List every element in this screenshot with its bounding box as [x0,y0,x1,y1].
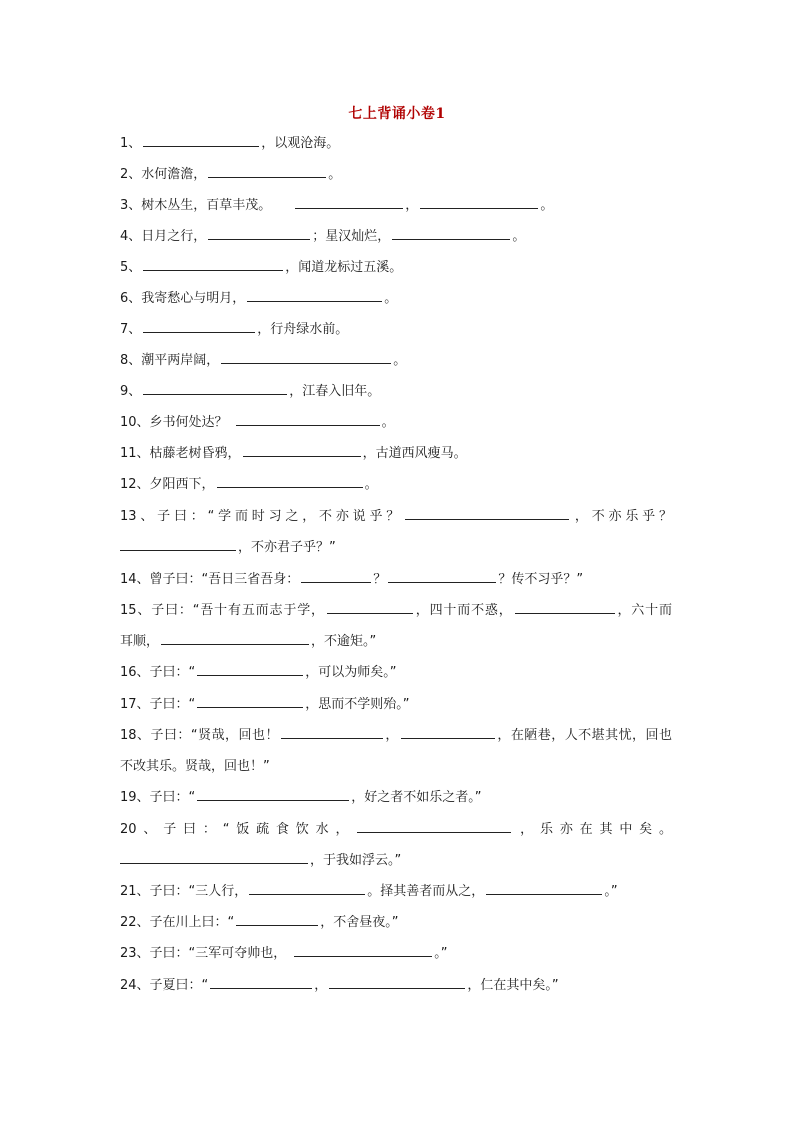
answer-blank[interactable] [236,414,380,426]
question-16: 16、子曰：“ ，可以为师矣。” [120,665,397,680]
question-4: 4、日月之行， ；星汉灿烂， 。 [120,229,526,244]
question-number: 18、 [120,728,151,743]
question-14: 14、曾子曰：“吾日三省吾身： ？ ？传不习乎？” [120,572,584,587]
question-13: 13、子曰：“学而时习之，不亦说乎？ ，不亦乐乎？ [120,509,672,524]
question-number: 12、 [120,477,150,492]
answer-blank[interactable] [197,696,303,708]
question-20-continued: ，于我如浮云。” [120,851,401,871]
answer-blank[interactable] [405,508,569,520]
answer-blank[interactable] [197,789,349,801]
question-number: 5、 [120,260,142,275]
question-number: 9、 [120,384,142,399]
question-number: 8、 [120,353,142,368]
answer-blank[interactable] [295,197,403,209]
answer-blank[interactable] [486,883,602,895]
question-number: 20、 [120,822,164,837]
answer-blank[interactable] [143,383,287,395]
question-number: 10、 [120,415,150,430]
answer-blank[interactable] [217,476,363,488]
answer-blank[interactable] [143,135,259,147]
question-18-continued: 不改其乐。贤哉，回也！” [120,759,270,774]
question-number: 19、 [120,790,150,805]
question-12: 12、夕阳西下， 。 [120,477,378,492]
question-number: 16、 [120,665,150,680]
answer-blank[interactable] [392,228,510,240]
answer-blank[interactable] [420,197,538,209]
question-11: 11、枯藤老树昏鸦， ，古道西风瘦马。 [120,446,467,461]
answer-blank[interactable] [247,290,382,302]
question-24: 24、子夏曰：“ ， ，仁在其中矣。” [120,978,559,993]
answer-blank[interactable] [161,633,309,645]
question-20: 20、子曰：“饭疏食饮水， ，乐亦在其中矣。 [120,822,672,837]
question-number: 2、 [120,167,142,182]
question-number: 6、 [120,291,142,306]
question-23: 23、子曰：“三军可夺帅也， 。” [120,946,448,961]
question-number: 21、 [120,884,150,899]
question-5: 5、 ，闻道龙标过五溪。 [120,260,403,275]
question-2: 2、水何澹澹， 。 [120,167,342,182]
answer-blank[interactable] [120,852,308,864]
question-number: 11、 [120,446,150,461]
question-10: 10、乡书何处达？ 。 [120,415,395,430]
answer-blank[interactable] [236,914,318,926]
answer-blank[interactable] [143,259,283,271]
answer-blank[interactable] [515,602,615,614]
question-22: 22、子在川上曰：“ ，不舍昼夜。” [120,915,399,930]
answer-blank[interactable] [243,445,361,457]
question-6: 6、我寄愁心与明月， 。 [120,291,398,306]
question-number: 15、 [120,603,152,618]
answer-blank[interactable] [329,977,465,989]
answer-blank[interactable] [327,602,413,614]
answer-blank[interactable] [249,883,365,895]
question-number: 4、 [120,229,142,244]
question-number: 17、 [120,697,150,712]
question-number: 1、 [120,136,142,151]
answer-blank[interactable] [208,166,326,178]
answer-blank[interactable] [281,727,383,739]
answer-blank[interactable] [401,727,495,739]
question-19: 19、子曰：“ ，好之者不如乐之者。” [120,790,482,805]
question-1: 1、 ，以观沧海。 [120,136,340,151]
answer-blank[interactable] [120,539,236,551]
answer-blank[interactable] [143,321,255,333]
answer-blank[interactable] [301,571,371,583]
question-3: 3、树木丛生，百草丰茂。 ， 。 [120,198,554,213]
answer-blank[interactable] [357,821,511,833]
question-15-continued: 耳顺， ，不逾矩。” [120,634,377,649]
question-18: 18、子曰：“贤哉，回也！ ， ，在陋巷，人不堪其忧，回也 [120,728,672,743]
question-21: 21、子曰：“三人行， 。择其善者而从之， 。” [120,884,618,899]
question-number: 23、 [120,946,150,961]
question-9: 9、 ，江春入旧年。 [120,384,381,399]
question-number: 22、 [120,915,150,930]
question-number: 14、 [120,572,150,587]
question-number: 3、 [120,198,142,213]
answer-blank[interactable] [388,571,496,583]
answer-blank[interactable] [221,352,391,364]
answer-blank[interactable] [210,977,312,989]
question-17: 17、子曰：“ ，思而不学则殆。” [120,697,410,712]
question-15: 15、子曰：“吾十有五而志于学， ，四十而不惑， ，六十而 [120,603,672,618]
question-number: 24、 [120,978,150,993]
answer-blank[interactable] [208,228,310,240]
question-7: 7、 ，行舟绿水前。 [120,322,349,337]
question-8: 8、潮平两岸阔， 。 [120,353,407,368]
page-title: 七上背诵小卷1 [348,106,446,122]
answer-blank[interactable] [197,664,303,676]
question-number: 13、 [120,509,158,524]
question-13-continued: ，不亦君子乎？” [120,538,336,558]
answer-blank[interactable] [294,945,432,957]
question-number: 7、 [120,322,142,337]
